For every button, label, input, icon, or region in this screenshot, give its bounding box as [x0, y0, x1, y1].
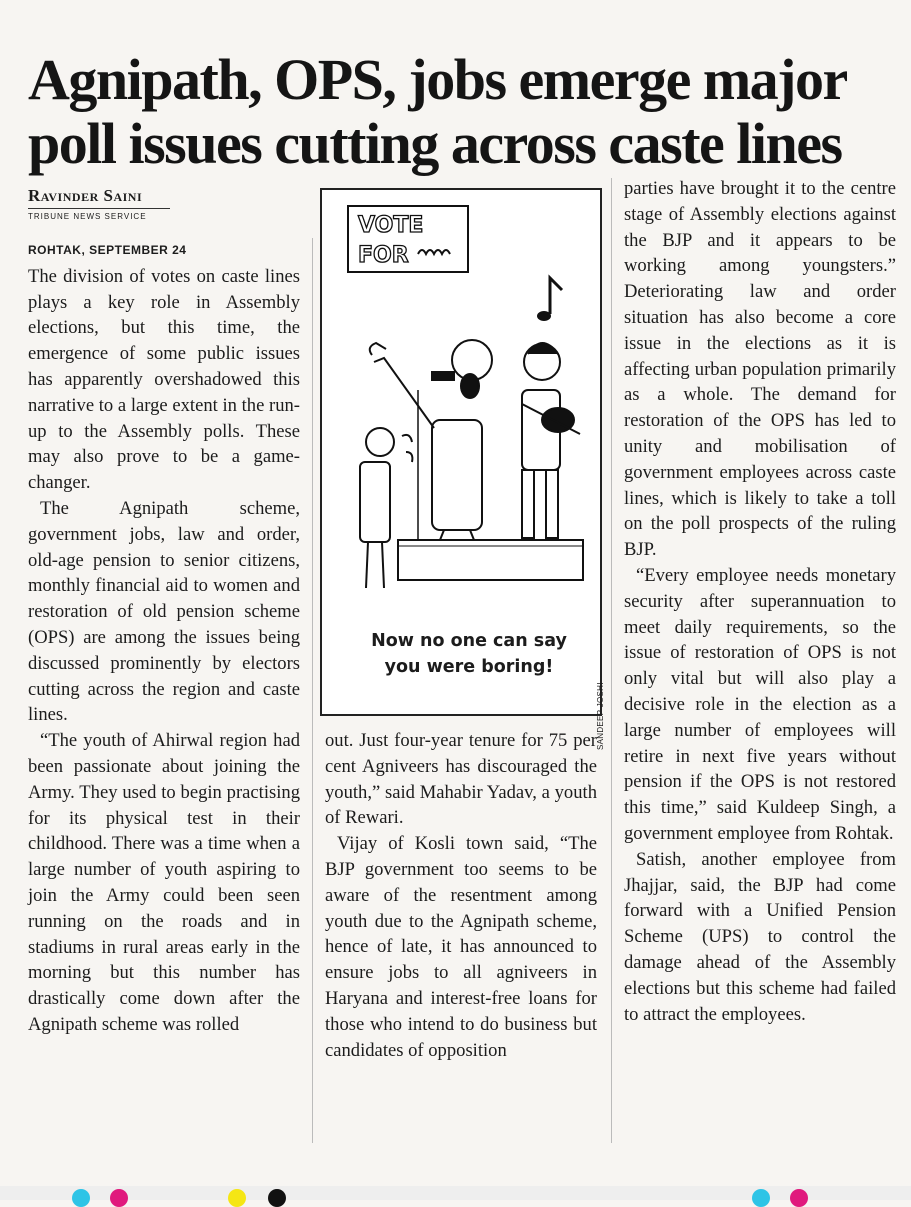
article-column-1 — [28, 238, 300, 1038]
violinist-figure-icon — [522, 343, 580, 538]
paragraph: Satish, another employee from Jhajjar, said, the BJP had come forward with a Unified Pension Scheme (UPS) to control the damage ahead of the Assembly elections but this scheme had failed to attract the employees. — [624, 848, 896, 1025]
registration-dot-icon — [752, 1189, 770, 1207]
paragraph: parties have brought it to the centre stage of Assembly elections against the BJP and it appears to be working among youngsters.” Deteriorating law and order situation has also become a core issue in the elections as it is affecting urban population primarily as a whole. The demand for restoration of the OPS has led to unity and mobilisation of government employees across caste lines, which is likely to take a toll on the poll prospects of the ruling BJP. — [624, 178, 896, 561]
registration-dot-icon — [72, 1189, 90, 1207]
article-column-3 — [624, 176, 896, 1027]
paragraph: Vijay of Kosli town said, “The BJP government too seems to be aware of the resentment among youth due to the Agnipath scheme, hence of late, it has announced to ensure jobs to all agniveers in Haryana and interest-free loans for those who intend to do business but candidates of opposition — [325, 833, 597, 1061]
paragraph: “Every employee needs monetary security after superannuation to meet daily requirements, so the issue of restoration of OPS is not only vital but will also play a decisive role in the election as a large number of employees will retire in next five years without pension if the OPS is not restored this time,” said Kuldeep Singh, a government employee from Rohtak. — [624, 564, 896, 844]
paragraph: out. Just four-year tenure for 75 per cent Agniveers has discouraged the youth,” said Mahabir Yadav, a youth of Rewari. — [325, 730, 597, 829]
caption-line-1: Now no one can say — [371, 631, 567, 651]
news-service: TRIBUNE NEWS SERVICE — [28, 208, 170, 221]
headline: Agnipath, OPS, jobs emerge major poll issues cutting across caste lines — [28, 47, 846, 176]
byline — [28, 186, 318, 221]
registration-dot-icon — [268, 1189, 286, 1207]
caption-line-2: you were boring! — [384, 657, 554, 677]
registration-dot-icon — [790, 1189, 808, 1207]
print-margin — [0, 1186, 911, 1200]
paragraph: “The youth of Ahirwal region had been passionate about joining the Army. They used to begin practising for its physical test in their childhood. There was a time when a large number of youth aspiring to join the Army could been seen running on the roads and in stadiums in rural areas early in the morning but this number has drastically come down after the Agnipath scheme was rolled — [28, 730, 300, 1035]
sign-for-text: FOR — [358, 243, 409, 268]
author-name: Ravinder Saini — [28, 186, 143, 205]
cartoon-caption — [344, 628, 594, 680]
music-note-icon — [537, 278, 562, 321]
sign-vote-text: VOTE — [358, 213, 424, 238]
column-divider — [611, 178, 612, 1143]
column-divider — [312, 238, 313, 1143]
cartoon — [320, 188, 605, 750]
cartoonist-credit: SANDEEP JOSHI — [596, 682, 605, 750]
registration-dot-icon — [110, 1189, 128, 1207]
dateline: ROHTAK, SEPTEMBER 24 — [28, 243, 187, 257]
vote-sign-icon — [348, 206, 468, 272]
paragraph: The division of votes on caste lines plays a key role in Assembly elections, but this time, the emergence of some public issues has apparently overshadowed this narrative to a large extent in the run-up to the Assembly polls. These may also prove to be a game-changer. — [28, 265, 300, 494]
paragraph: The Agnipath scheme, government jobs, law and order, old-age pension to senior citizens, monthly financial aid to women and restoration of old pension scheme (OPS) are among the issues being discussed prominently by electors cutting across the region and caste lines. — [28, 497, 300, 726]
registration-dot-icon — [228, 1189, 246, 1207]
article-column-2 — [325, 728, 597, 1063]
